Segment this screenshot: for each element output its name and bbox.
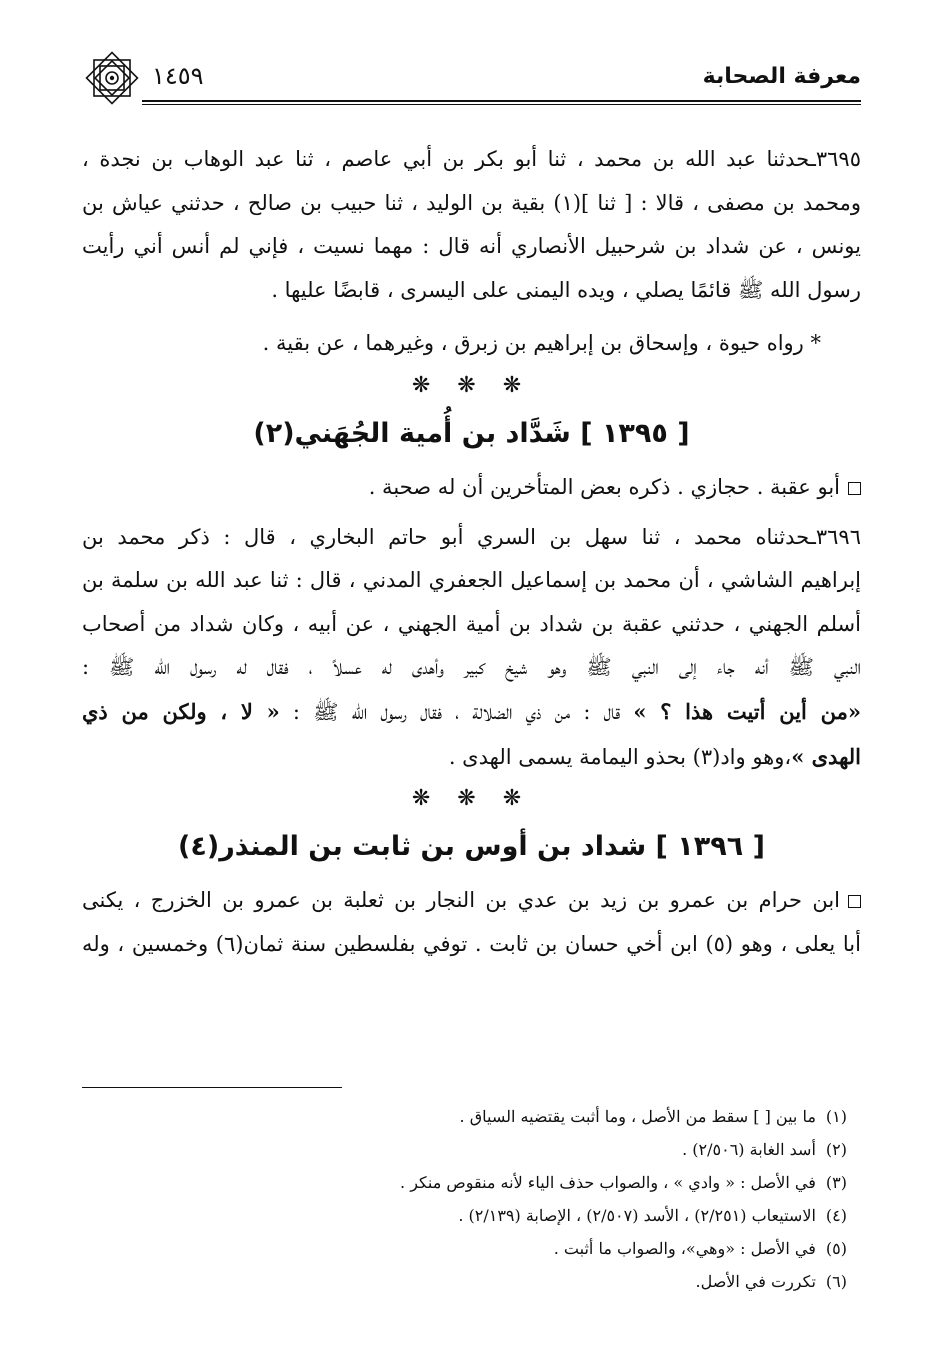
header-rule-thin	[142, 104, 861, 105]
hadith-3695	[82, 138, 861, 312]
narration-note: * رواه حيوة ، وإسحاق بن إبراهيم بن زبرق ، وغيرهما ، عن بقية .	[262, 331, 821, 356]
footnote-number: (٦)	[825, 1272, 847, 1291]
text-segment: ،وهو واد(٣) بحذو اليمامة يسمى الهدى .	[448, 744, 792, 769]
footnote-item	[82, 1265, 847, 1298]
section-heading-1396: [ ١٣٩٦ ] شداد بن أوس بن ثابت بن المنذر(٤)	[178, 831, 765, 863]
text-line: ٣٦٩٥ـحدثنا عبد الله بن محمد ، ثنا أبو بكر بن أبي عاصم ، ثنا عبد الوهاب بن نجدة ،	[82, 147, 861, 171]
section-intro-1396	[82, 879, 861, 966]
intro-text: ابن حرام بن عمرو بن زيد بن عدي بن النجار بن ثعلبة بن عمرو بن الخزرج ، يكنى	[82, 888, 840, 913]
section-separator: ❋ ❋ ❋	[411, 372, 532, 398]
quote-bold: « لا ، ولكن من ذي	[82, 698, 280, 724]
text-line: ٣٦٩٦ـحدثناه محمد ، ثنا سهل بن السري أبو حاتم البخاري ، قال : ذكر محمد بن	[82, 524, 861, 549]
footnote-text: في الأصل : «وهي»، والصواب ما أثبت .	[553, 1239, 816, 1258]
text-line: النبي ﷺ أنه جاء إلى النبي ﷺ وهو شيخ كبير وأهدى له عسلاً ، فقال له رسول الله ﷺ :	[82, 655, 861, 680]
text-line	[82, 690, 861, 735]
section-separator: ❋ ❋ ❋	[411, 786, 532, 812]
quote-bold: الهدى »	[791, 743, 861, 769]
footnote-text: في الأصل : « وادي » ، والصواب حذف الياء لأنه منقوص منكر .	[400, 1173, 816, 1192]
footnotes	[82, 1100, 847, 1298]
footnote-item	[82, 1166, 847, 1199]
text-segment: قال : من ذي الضلالة ، فقال رسول الله ﷺ :	[279, 699, 634, 724]
text-line: أبا يعلى ، وهو (٥) ابن أخي حسان بن ثابت . توفي بفلسطين سنة ثمان(٦) وخمسين ، وله	[82, 931, 861, 956]
page-header	[82, 60, 861, 100]
text-line	[82, 879, 861, 923]
square-marker-icon	[848, 895, 861, 908]
footnote-number: (٢)	[825, 1140, 847, 1159]
header-rule	[142, 100, 861, 102]
page-body	[82, 138, 861, 966]
footnote-text: أسد الغابة (٢/٥٠٦) .	[682, 1140, 816, 1159]
running-title: معرفة الصحابة	[702, 64, 861, 89]
footnote-item	[82, 1133, 847, 1166]
text-line: ومحمد بن مصفى ، قالا : [ ثنا ](١) بقية بن الوليد ، ثنا حبيب بن صالح ، حدثني عياش بن	[82, 190, 861, 215]
footnote-number: (١)	[825, 1107, 847, 1126]
text-line: يونس ، عن شداد بن شرحبيل الأنصاري أنه قال : مهما نسيت ، فإني لم أنس أني رأيت	[82, 234, 861, 259]
text-line: أسلم الجهني ، حدثني عقبة بن شداد بن أمية الجهني ، عن أبيه ، وكان شداد من أصحاب	[82, 611, 861, 636]
footnote-item	[82, 1232, 847, 1265]
footnote-number: (٣)	[825, 1173, 847, 1192]
section-intro-1395	[82, 466, 861, 510]
footnote-text: ما بين [ ] سقط من الأصل ، وما أثبت يقتضيه السياق .	[459, 1107, 816, 1126]
square-marker-icon	[848, 482, 861, 495]
page-number: ١٤٥٩	[152, 62, 204, 90]
text-line	[82, 735, 861, 780]
footnote-divider	[82, 1087, 342, 1088]
quote-bold: «من أين أتيت هذا ؟ »	[633, 698, 861, 724]
text-line: إبراهيم الشاشي ، أن محمد بن إسماعيل الجعفري المدني ، قال : ثنا عبد الله بن سلمة بن	[82, 568, 861, 593]
text-line: رسول الله ﷺ قائمًا يصلي ، ويده اليمنى على اليسرى ، قابضًا عليها .	[271, 277, 861, 302]
footnote-text: الاستيعاب (٢/٢٥١) ، الأسد (٢/٥٠٧) ، الإصابة (٢/١٣٩) .	[458, 1206, 816, 1225]
footnote-number: (٤)	[825, 1206, 847, 1225]
footnote-item	[82, 1199, 847, 1232]
octagram-ornament-icon	[82, 48, 142, 108]
section-heading-1395: [ ١٣٩٥ ] شَدَّاد بن أُمية الجُهَني(٢)	[253, 417, 690, 449]
footnote-item	[82, 1100, 847, 1133]
hadith-3696	[82, 516, 861, 780]
intro-text: أبو عقبة . حجازي . ذكره بعض المتأخرين أن له صحبة .	[368, 474, 840, 499]
footnote-text: تكررت في الأصل.	[695, 1272, 816, 1291]
footnote-number: (٥)	[825, 1239, 847, 1258]
